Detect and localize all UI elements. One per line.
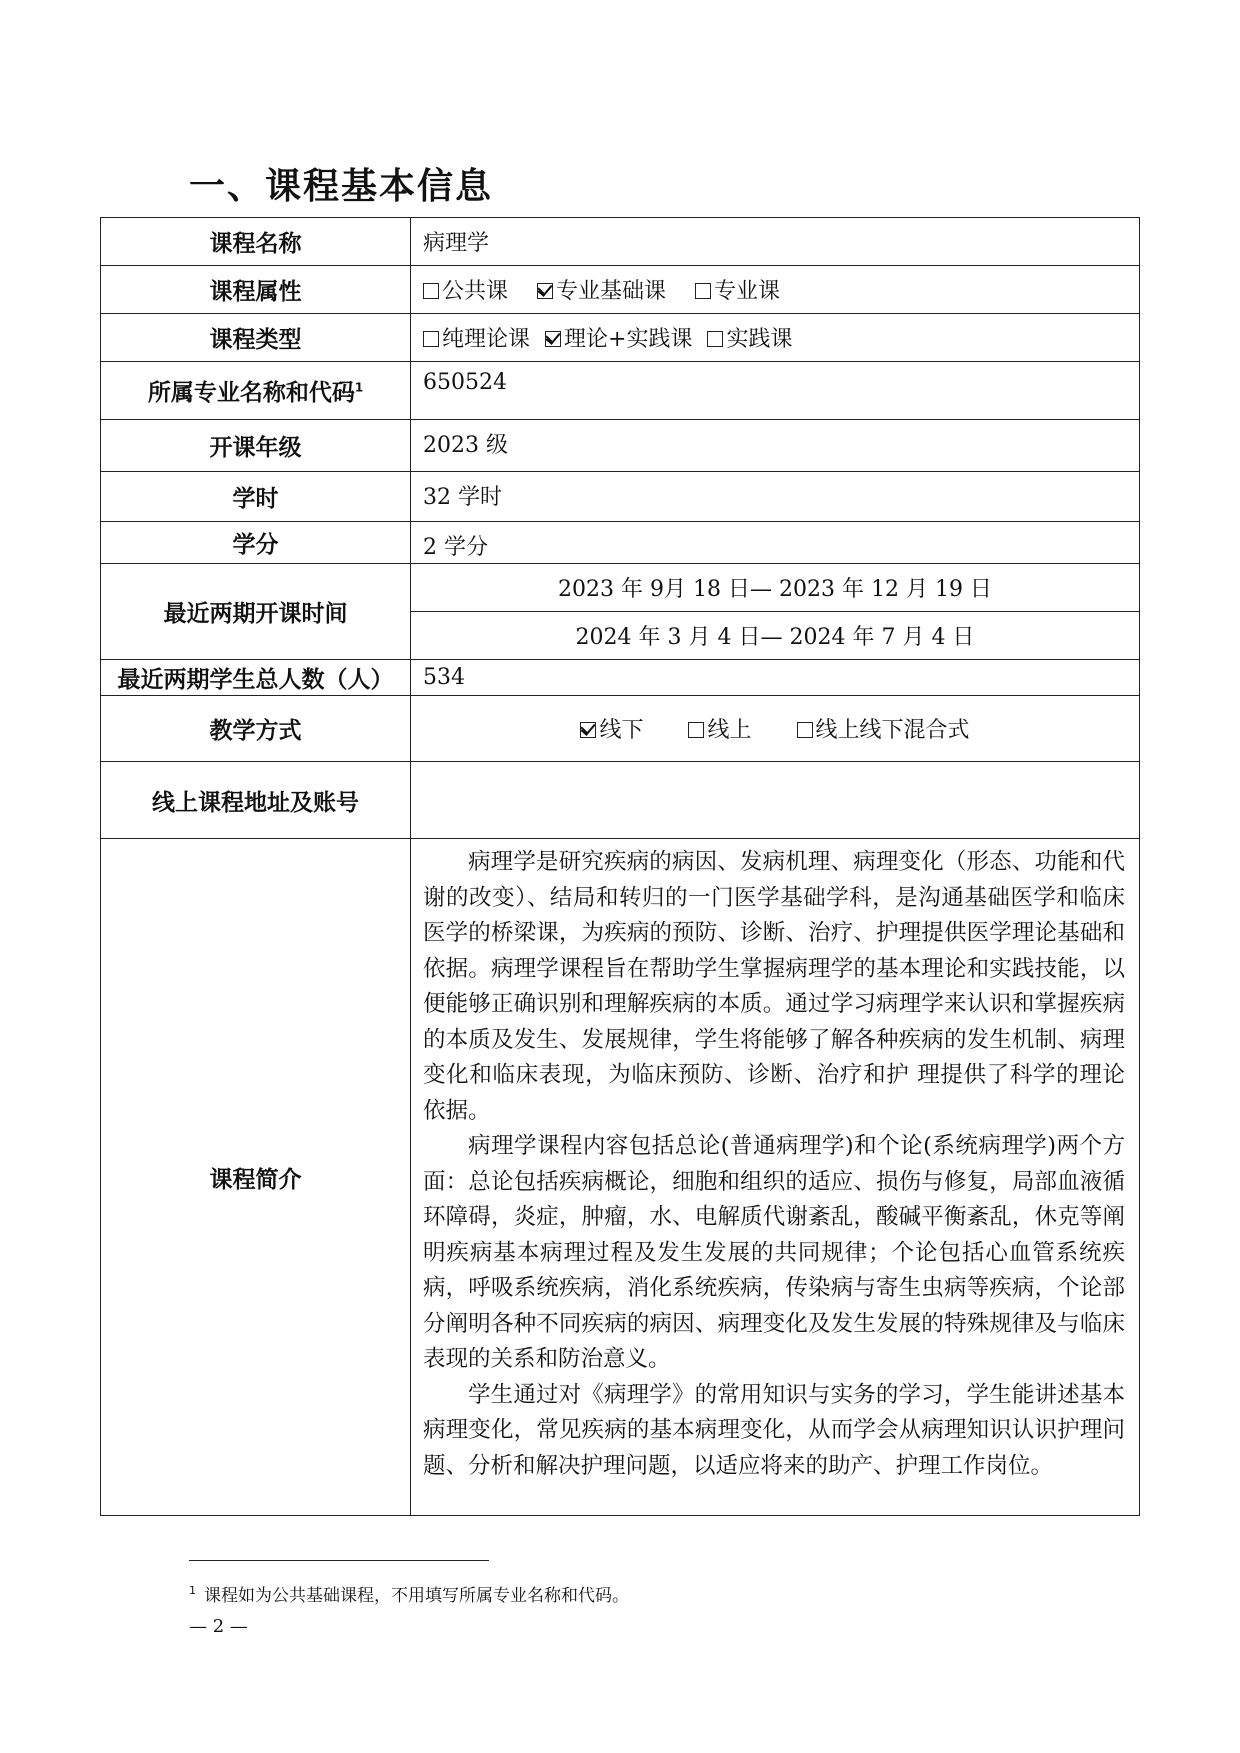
footnote-divider xyxy=(189,1560,489,1561)
checkbox-icon xyxy=(797,722,813,738)
course-info-table xyxy=(100,217,1140,1516)
label-course-name: 课程名称 xyxy=(101,218,411,266)
row-course-attr xyxy=(101,266,1140,314)
label-hours: 学时 xyxy=(101,472,411,522)
option-public-course[interactable]: 公共课 xyxy=(423,274,508,305)
page-number: — 2 — xyxy=(189,1616,248,1637)
label-course-attr: 课程属性 xyxy=(101,266,411,314)
value-major: 650524 xyxy=(411,362,1140,420)
value-hours: 32 学时 xyxy=(411,472,1140,522)
label-major: 所属专业名称和代码$^1$ xyxy=(101,362,411,420)
row-hours xyxy=(101,472,1140,522)
label-students: 最近两期学生总人数（人） xyxy=(101,660,411,696)
value-course-type xyxy=(411,314,1140,362)
row-course-name xyxy=(101,218,1140,266)
value-students: 534 xyxy=(411,660,1140,696)
option-professional-course[interactable]: 专业课 xyxy=(695,274,780,305)
value-period-2: 2024 年 3 月 4 日— 2024 年 7 月 4 日 xyxy=(411,612,1140,660)
section-heading: 一、课程基本信息 xyxy=(189,166,494,207)
checkbox-icon xyxy=(423,283,439,299)
intro-paragraph-1: 病理学是研究疾病的病因、发病机理、病理变化（形态、功能和代谢的改变）、结局和转归的一门医学基础学科，是沟通基础医学和临床医学的桥梁课，为疾病的预防、诊断、治疗、护理提供医学理论基础和依据。病理学课程旨在帮助学生掌握病理学的基本理论和实践技能，以便能够正确识别和理解疾病的本质。通过学习病理学来认识和掌握疾病的本质及发生、发展规律，学生将能够了解各种疾病的发生机制、病理变化和临床表现，为临床预防、诊断、治疗和护 理提供了科学的理论依据。 xyxy=(423,849,1125,1124)
checkbox-checked-icon xyxy=(545,331,561,347)
label-teaching-mode: 教学方式 xyxy=(101,696,411,762)
row-grade xyxy=(101,420,1140,472)
intro-paragraph-3: 学生通过对《病理学》的常用知识与实务的学习，学生能讲述基本病理变化，常见疾病的基本病理变化，从而学会从病理知识认识护理问题、分析和解决护理问题，以适应将来的助产、护理工作岗位。 xyxy=(423,1381,1125,1479)
option-professional-foundation[interactable]: 专业基础课 xyxy=(537,274,666,305)
value-intro xyxy=(411,839,1140,1516)
checkbox-icon xyxy=(695,283,711,299)
label-course-type: 课程类型 xyxy=(101,314,411,362)
checkbox-checked-icon xyxy=(580,722,596,738)
label-intro: 课程简介 xyxy=(101,839,411,1516)
label-periods: 最近两期开课时间 xyxy=(101,564,411,660)
value-course-attr xyxy=(411,266,1140,314)
value-online-address xyxy=(411,762,1140,839)
checkbox-checked-icon xyxy=(537,283,553,299)
option-online[interactable]: 线上 xyxy=(688,713,751,744)
option-blended[interactable]: 线上线下混合式 xyxy=(797,713,970,744)
footnote: $^1$ 课程如为公共基础课程，不用填写所属专业名称和代码。 xyxy=(189,1584,629,1606)
value-period-1: 2023 年 9月 18 日— 2023 年 12 月 19 日 xyxy=(411,564,1140,612)
checkbox-icon xyxy=(707,331,723,347)
row-online-address xyxy=(101,762,1140,839)
checkbox-icon xyxy=(423,331,439,347)
value-teaching-mode xyxy=(411,696,1140,762)
label-online-address: 线上课程地址及账号 xyxy=(101,762,411,839)
row-credits xyxy=(101,522,1140,564)
value-course-name: 病理学 xyxy=(411,218,1140,266)
row-major xyxy=(101,362,1140,420)
row-teaching-mode xyxy=(101,696,1140,762)
intro-paragraph-2: 病理学课程内容包括总论(普通病理学)和个论(系统病理学)两个方面：总论包括疾病概论，细胞和组织的适应、损伤与修复，局部血液循环障碍，炎症，肿瘤，水、电解质代谢紊乱，酸碱平衡紊乱，休克等阐明疾病基本病理过程及发生发展的共同规律；个论包括心血管系统疾病，呼吸系统疾病，消化系统疾病，传染病与寄生虫病等疾病，个论部分阐明各种不同疾病的病因、病理变化及发生发展的特殊规律及与临床表现的关系和防治意义。 xyxy=(423,1133,1125,1372)
option-offline[interactable]: 线下 xyxy=(580,713,643,744)
value-grade: 2023 级 xyxy=(411,420,1140,472)
option-pure-theory[interactable]: 纯理论课 xyxy=(423,322,530,353)
value-credits: 2 学分 xyxy=(411,522,1140,564)
option-theory-practice[interactable]: 理论+实践课 xyxy=(545,322,692,353)
label-credits: 学分 xyxy=(101,522,411,564)
row-periods-1 xyxy=(101,564,1140,612)
row-intro xyxy=(101,839,1140,1516)
footnote-ref: 1 xyxy=(354,380,364,395)
row-students xyxy=(101,660,1140,696)
checkbox-icon xyxy=(688,722,704,738)
row-course-type xyxy=(101,314,1140,362)
option-practice[interactable]: 实践课 xyxy=(707,322,792,353)
label-grade: 开课年级 xyxy=(101,420,411,472)
